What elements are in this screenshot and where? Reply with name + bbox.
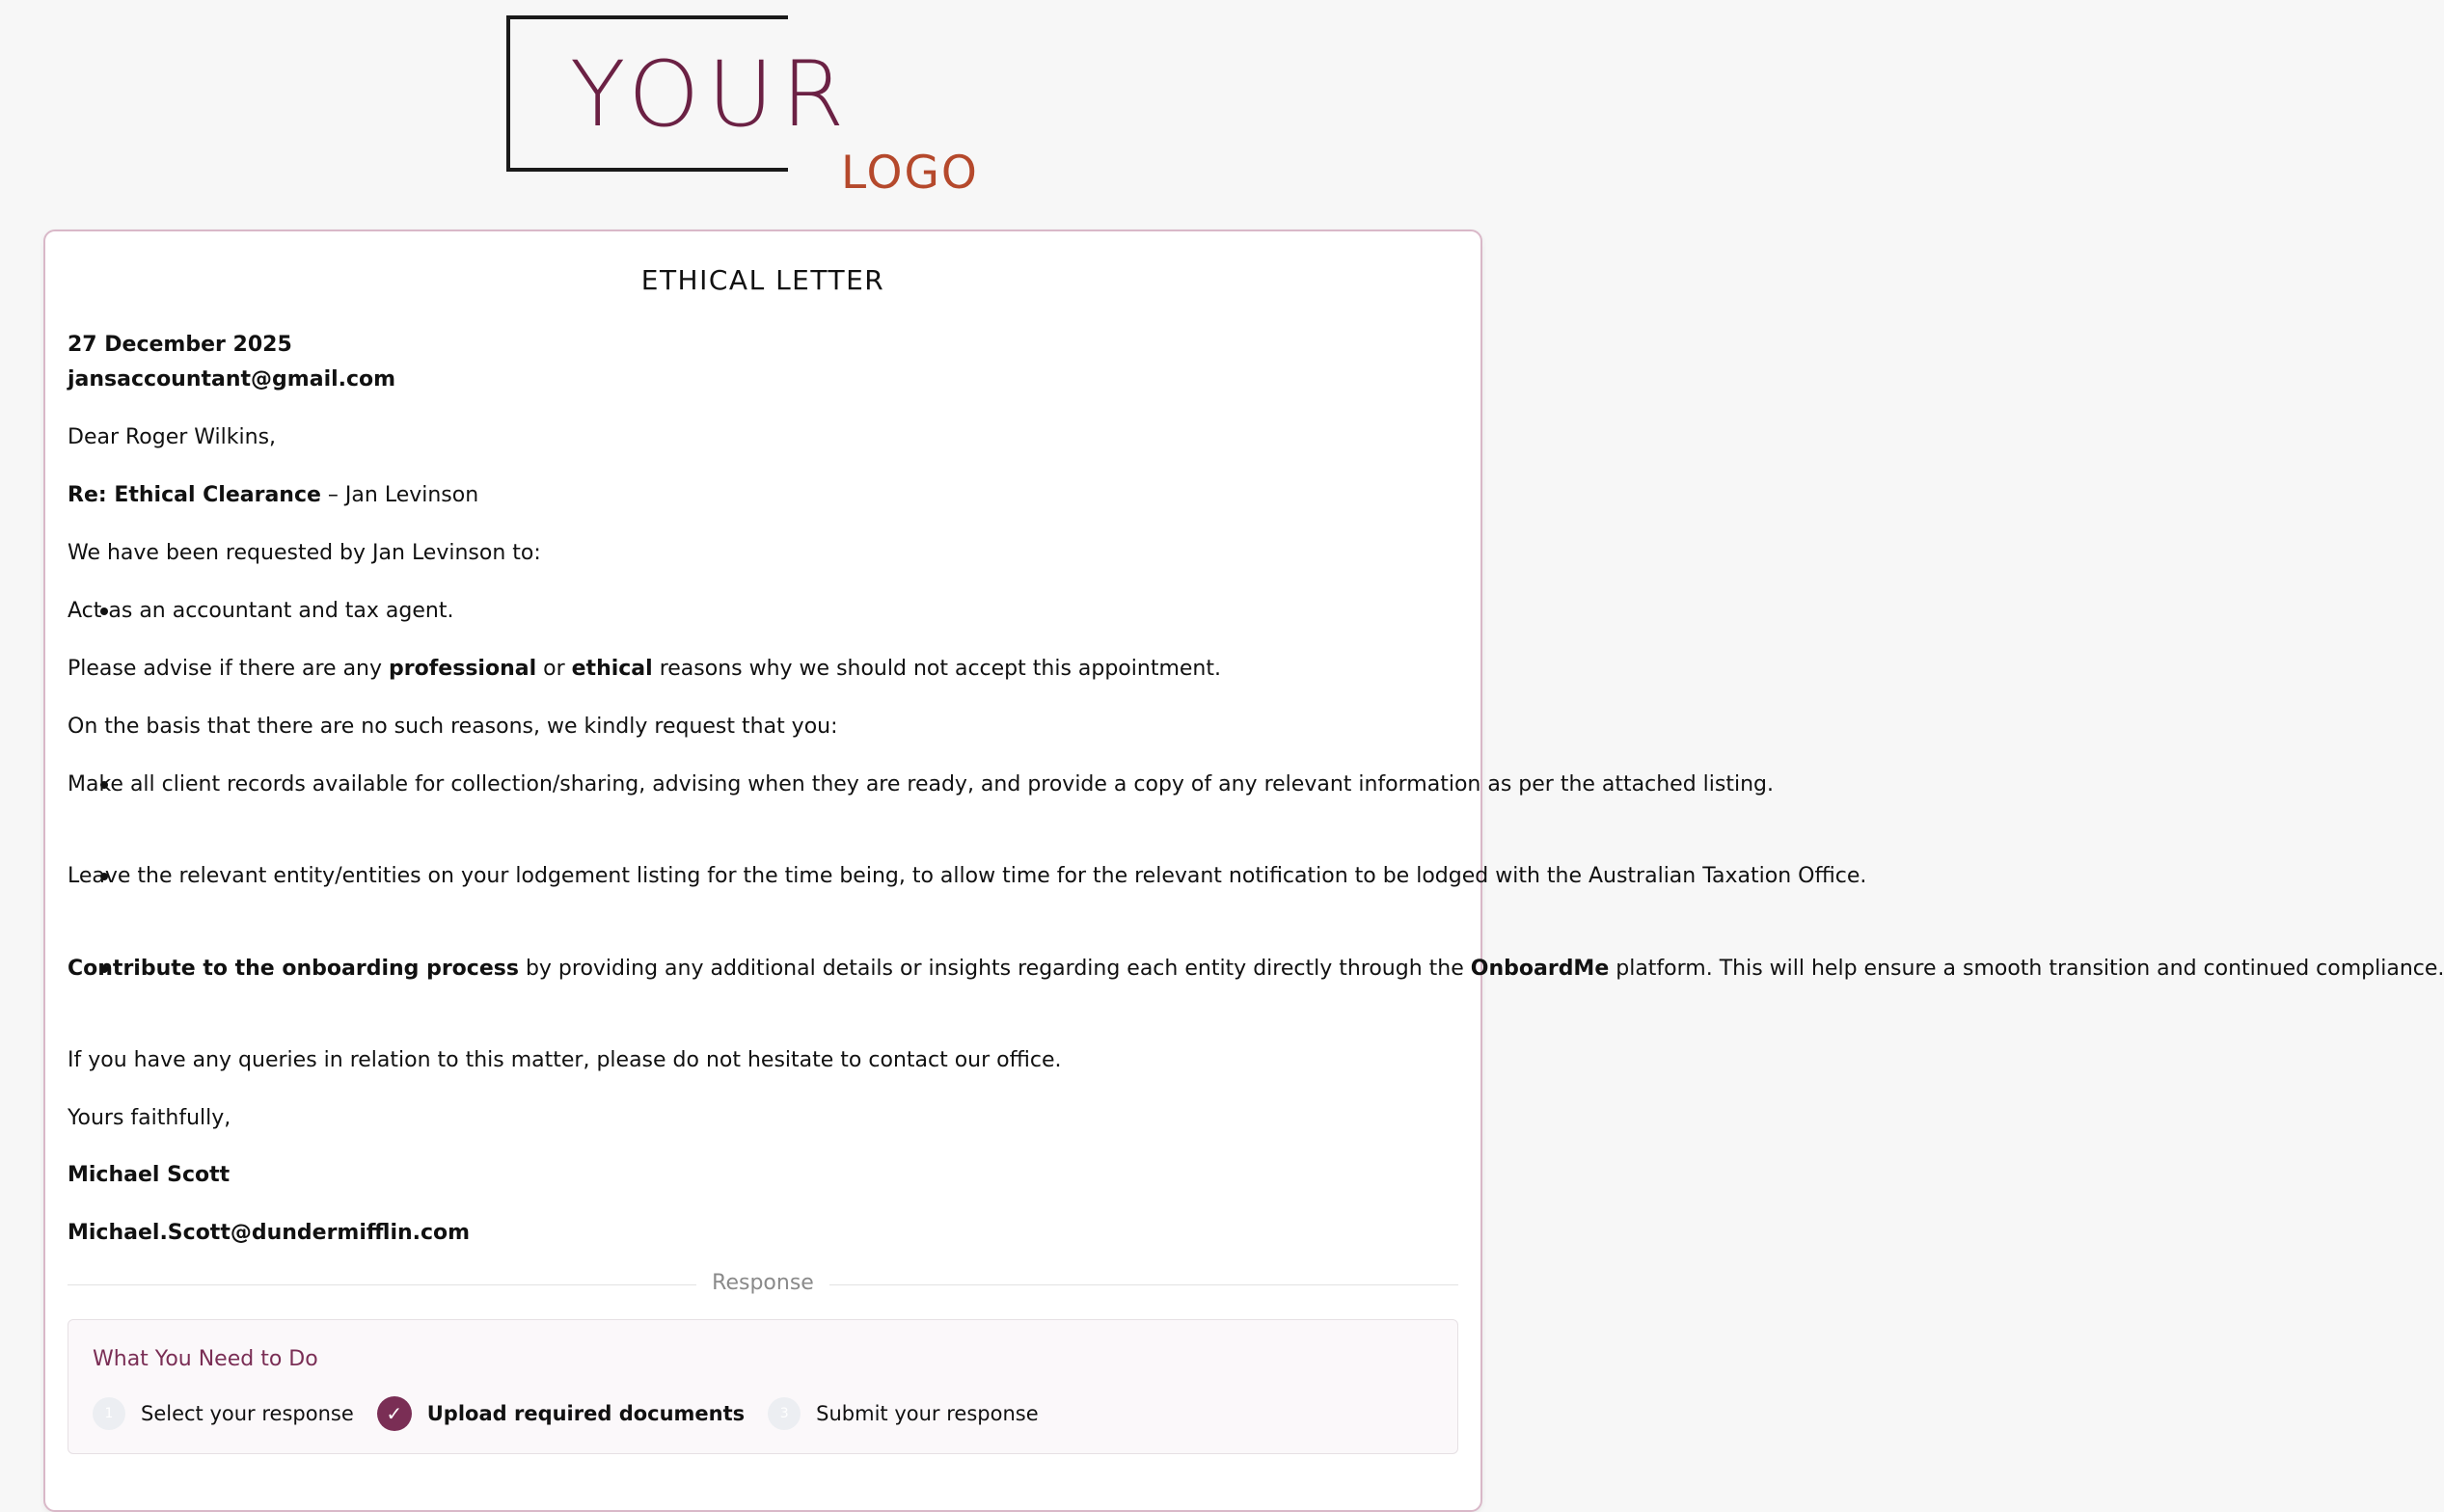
step-upload-documents: [377, 1396, 745, 1431]
letter-card: [43, 230, 2444, 1512]
advise-ethical: ethical: [571, 657, 653, 681]
logo-line-2: LOGO: [841, 147, 979, 200]
signer-email: Michael.Scott@dundermifflin.com: [68, 1221, 471, 1245]
closing: Yours faithfully,: [68, 1106, 231, 1130]
step-label: Upload required documents: [426, 1402, 746, 1425]
steps-list: [93, 1395, 1062, 1432]
advise-or: or: [536, 657, 572, 681]
letter-date: 27 December 2025: [68, 333, 292, 357]
queries-paragraph: If you have any queries in relation to this matter, please do not hesitate to contact our office.: [68, 1048, 1062, 1072]
salutation: Dear Roger Wilkins,: [68, 425, 277, 449]
sender-email: jansaccountant@gmail.com: [68, 367, 396, 392]
basis-item-3: [68, 952, 2444, 986]
step-label: Submit your response: [816, 1402, 1039, 1425]
step-number: 1: [93, 1397, 125, 1430]
basis-item-3-text: by providing any additional details or insights regarding each entity directly through the: [518, 957, 1471, 981]
step-label: Select your response: [141, 1402, 354, 1425]
advise-text-1: Please advise if there are any: [68, 657, 390, 681]
advise-professional: professional: [389, 657, 537, 681]
response-divider-label: [45, 1271, 1480, 1295]
basis-item-3-bold: Contribute to the onboarding process: [68, 957, 519, 981]
advise-text-2: reasons why we should not accept this appointment.: [652, 657, 1221, 681]
platform-name: OnboardMe: [1470, 957, 1610, 981]
logo-line-1: YOUR: [570, 42, 853, 148]
request-intro: We have been requested by Jan Levinson to:: [68, 541, 541, 565]
todo-title: What You Need to Do: [93, 1347, 318, 1371]
response-label-text: Response: [696, 1271, 829, 1295]
check-icon: ✓: [377, 1396, 412, 1431]
step-number: 3: [768, 1397, 801, 1430]
step-submit-response: [768, 1397, 1038, 1430]
basis-item-2: Leave the relevant entity/entities on your lodgement listing for the time being, to allow time for the relevant notification to be lodged with the Australian Taxation Office.: [68, 864, 1867, 888]
basis-intro: On the basis that there are no such reasons, we kindly request that you:: [68, 715, 838, 739]
step-select-response: [93, 1397, 354, 1430]
basis-item-3-end: platform. This will help ensure a smooth transition and continued compliance.: [1609, 957, 2444, 981]
advise-paragraph: [68, 652, 1221, 687]
what-you-need-to-do-panel: [68, 1319, 1458, 1454]
re-line: [68, 478, 478, 513]
signer-name: Michael Scott: [68, 1163, 231, 1187]
re-subject: – Jan Levinson: [320, 483, 479, 507]
company-logo: [506, 15, 989, 199]
re-label: Re: Ethical Clearance: [68, 483, 321, 507]
basis-item-1: Make all client records available for collection/sharing, advising when they are ready, and provide a copy of any relevant information as per the attached listing.: [68, 772, 1774, 796]
letter-title: ETHICAL LETTER: [640, 264, 885, 296]
request-item: Act as an accountant and tax agent.: [68, 599, 454, 623]
